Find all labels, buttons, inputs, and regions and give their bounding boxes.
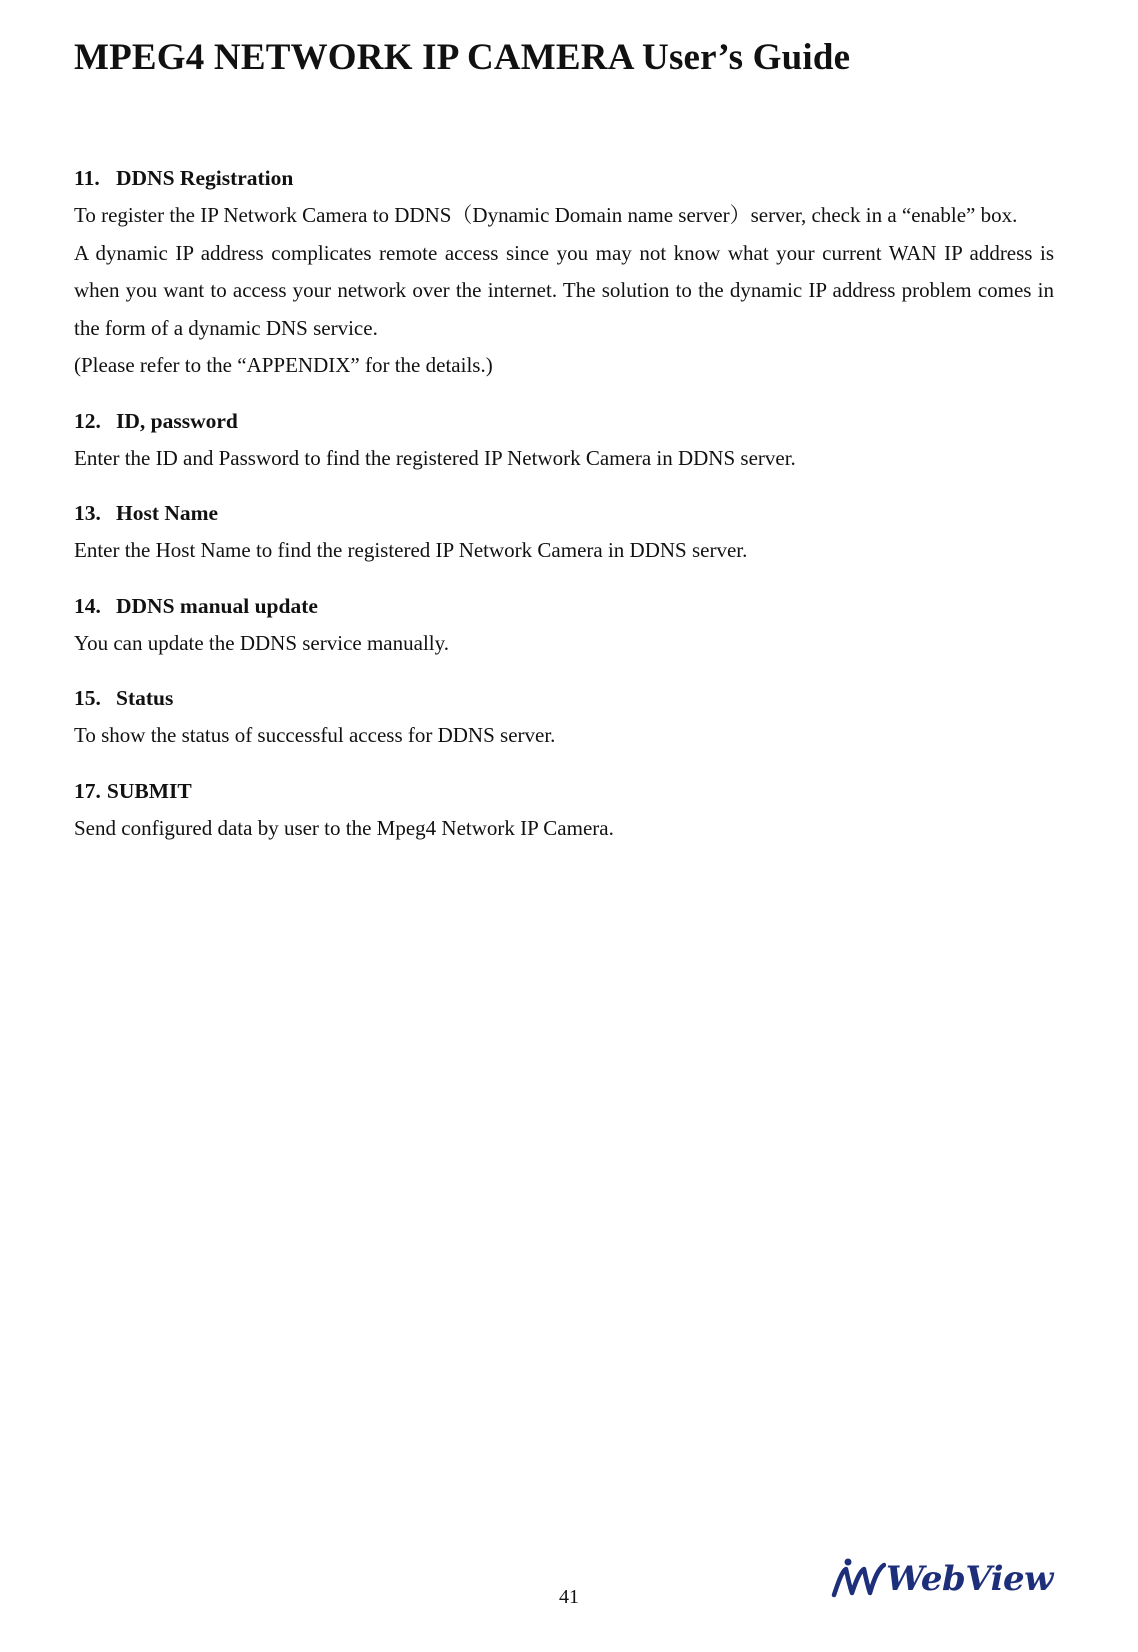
section-number: 17. [74, 778, 101, 803]
paragraph: Enter the ID and Password to find the registered IP Network Camera in DDNS server. [74, 445, 796, 470]
paragraph: (Please refer to the “APPENDIX” for the details.) [74, 353, 493, 377]
section-number: 15. [74, 686, 101, 710]
page-number: 41 [559, 1586, 579, 1608]
section-ddns-manual-update [74, 588, 1054, 663]
paragraph: You can update the DDNS service manually. [74, 630, 450, 655]
section-status [74, 680, 1054, 755]
section-heading [74, 160, 1054, 197]
document-title: MPEG4 NETWORK IP CAMERA User’s Guide [74, 37, 851, 78]
section-submit [74, 773, 1054, 848]
webview-swoosh-icon [830, 1557, 886, 1605]
section-number: 11. [74, 166, 100, 190]
section-ddns-registration [74, 160, 1054, 385]
section-heading [74, 403, 1054, 440]
section-title: DDNS Registration [116, 166, 294, 190]
section-heading [74, 588, 1054, 625]
section-heading [74, 680, 1054, 717]
paragraph: Send configured data by user to the Mpeg4 Network IP Camera. [74, 815, 614, 840]
paragraph: To register the IP Network Camera to DDNS（Dynamic Domain name server）server, check in a “enable” box. [74, 203, 1018, 227]
paragraph: A dynamic IP address complicates remote access since you may not know what your current WAN IP address is when you want to access your network over the internet. The solution to the dynamic IP address problem comes in the form of a dynamic DNS service. [74, 240, 1054, 340]
paragraph: To show the status of successful access for DDNS server. [74, 723, 556, 747]
section-number: 13. [74, 501, 101, 525]
section-title: SUBMIT [106, 778, 192, 803]
section-title: DDNS manual update [116, 593, 318, 618]
section-number: 12. [74, 408, 101, 433]
section-title: Status [116, 686, 174, 710]
logo-text: WebView [886, 1559, 1053, 1599]
section-heading [74, 495, 1054, 532]
section-heading [74, 773, 1054, 810]
section-number: 14. [74, 593, 101, 618]
paragraph: Enter the Host Name to find the registered IP Network Camera in DDNS server. [74, 538, 748, 562]
webview-logo [830, 1555, 1056, 1607]
section-id-password [74, 403, 1054, 478]
section-title: Host Name [116, 501, 219, 525]
document-body [74, 160, 1054, 865]
section-host-name [74, 495, 1054, 570]
section-title: ID, password [116, 408, 238, 433]
